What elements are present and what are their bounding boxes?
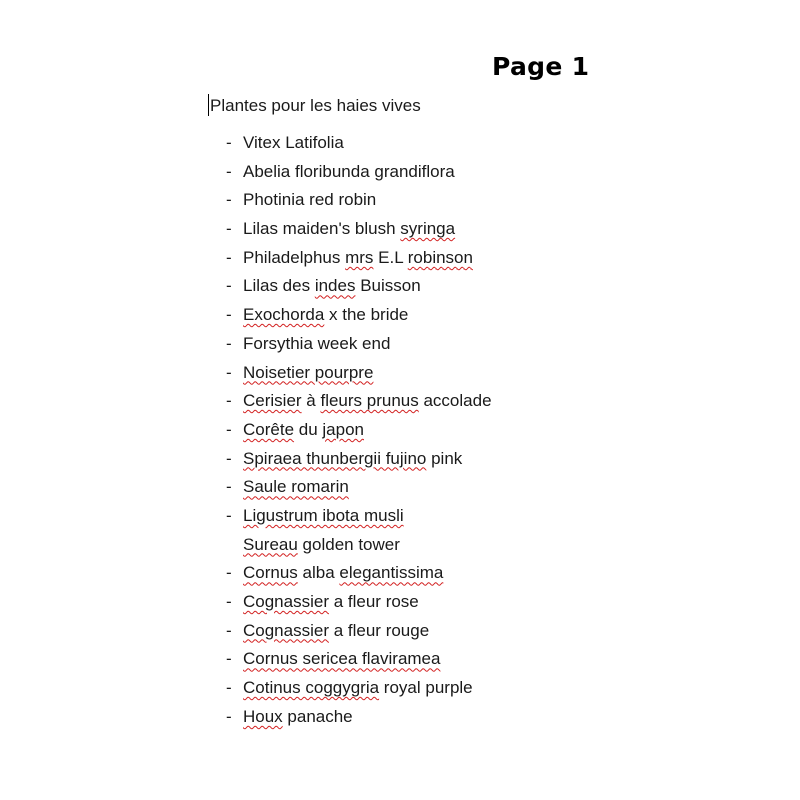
- list-item-text: [243, 705, 353, 734]
- word-run: pink: [426, 448, 463, 468]
- list-item[interactable]: [226, 647, 492, 676]
- misspelled-word: Exochorda: [243, 305, 325, 325]
- list-item-text: [243, 504, 404, 533]
- list-marker: -: [226, 706, 232, 726]
- misspelled-word: Cornus: [243, 563, 298, 583]
- list-marker: -: [226, 592, 232, 611]
- list-item-text: [243, 361, 373, 390]
- word-run: du: [294, 419, 323, 439]
- misspelled-word: Cotinus coggygria: [243, 678, 380, 698]
- misspelled-word: Houx: [243, 706, 283, 726]
- list-marker: -: [226, 391, 232, 411]
- heading-text: Plantes pour les haies vives: [210, 96, 421, 115]
- misspelled-word: Cognassier: [243, 592, 329, 611]
- misspelled-word: Ligustrum ibota musli: [243, 505, 404, 525]
- list-item[interactable]: [226, 418, 492, 447]
- misspelled-word: fleurs prunus: [320, 391, 419, 411]
- list-item[interactable]: [226, 447, 492, 476]
- list-item[interactable]: [226, 188, 492, 217]
- list-item[interactable]: [226, 705, 492, 734]
- list-item[interactable]: [226, 561, 492, 590]
- misspelled-word: Sureau: [243, 534, 298, 554]
- word-run: à: [301, 391, 321, 411]
- list-item[interactable]: [226, 303, 492, 332]
- misspelled-word: Corête: [243, 419, 295, 439]
- misspelled-word: japon: [322, 419, 364, 439]
- word-run: a fleur rose: [329, 592, 419, 611]
- misspelled-word: syringa: [400, 219, 456, 239]
- list-item[interactable]: [226, 504, 492, 533]
- misspelled-word: Cornus sericea flaviramea: [243, 649, 441, 669]
- list-item[interactable]: [226, 676, 492, 705]
- list-item[interactable]: [226, 274, 492, 303]
- list-item[interactable]: [226, 246, 492, 275]
- word-run: Forsythia week end: [243, 333, 391, 353]
- list-item[interactable]: [226, 619, 492, 648]
- misspelled-word: robinson: [407, 247, 473, 267]
- word-run: royal purple: [379, 678, 473, 698]
- list-item-text: [243, 160, 455, 189]
- list-item-text: [243, 647, 440, 676]
- list-item[interactable]: [226, 533, 492, 562]
- list-item-text: [243, 475, 349, 504]
- list-marker: -: [226, 219, 232, 239]
- list-marker: -: [226, 649, 232, 669]
- list-marker: -: [226, 333, 232, 353]
- word-run: Abelia floribunda grandiflora: [243, 161, 455, 181]
- list-item[interactable]: [226, 475, 492, 504]
- list-marker: -: [226, 161, 232, 181]
- list-item-text: [243, 131, 344, 160]
- word-run: x the bride: [324, 305, 409, 325]
- list-item-text: [243, 389, 492, 418]
- list-marker: -: [226, 305, 232, 325]
- list-item-text: [243, 561, 443, 590]
- text-cursor: [208, 94, 209, 116]
- word-run: Vitex Latifolia: [243, 133, 344, 152]
- list-item-text: [243, 418, 364, 447]
- word-run: golden tower: [297, 534, 400, 554]
- list-item-text: [243, 676, 473, 705]
- word-run: Philadelphus: [243, 247, 346, 267]
- list-marker: -: [226, 477, 232, 497]
- list-marker: -: [226, 362, 232, 382]
- page-label: Page 1: [492, 52, 590, 81]
- misspelled-word: Noisetier pourpre: [243, 362, 374, 382]
- list-marker: -: [226, 620, 232, 640]
- list-marker: -: [226, 678, 232, 698]
- word-run: Buisson: [355, 276, 421, 296]
- list-marker: -: [226, 505, 232, 525]
- list-item-text: [243, 447, 462, 476]
- list-item[interactable]: [226, 131, 492, 160]
- list-marker: -: [226, 563, 232, 583]
- list-item-text: [243, 533, 400, 562]
- list-marker: -: [226, 419, 232, 439]
- word-run: a fleur rouge: [329, 620, 430, 640]
- word-run: accolade: [418, 391, 492, 411]
- list-item[interactable]: [226, 389, 492, 418]
- list-marker: -: [226, 276, 232, 296]
- word-run: Lilas maiden's blush: [243, 219, 401, 239]
- list-marker: [226, 533, 243, 562]
- list-marker: -: [226, 448, 232, 468]
- plant-list: [226, 131, 492, 733]
- misspelled-word: elegantissima: [339, 563, 444, 583]
- list-item[interactable]: [226, 160, 492, 189]
- word-run: Photinia red robin: [243, 190, 377, 210]
- misspelled-word: indes: [314, 276, 356, 296]
- list-item-text: [243, 217, 455, 246]
- list-item[interactable]: [226, 332, 492, 361]
- word-run: E.L: [373, 247, 408, 267]
- list-marker: -: [226, 133, 232, 152]
- document-heading[interactable]: [208, 94, 421, 116]
- list-item[interactable]: [226, 361, 492, 390]
- list-item[interactable]: [226, 590, 492, 619]
- word-run: Lilas des: [243, 276, 315, 296]
- list-item-text: [243, 619, 429, 648]
- misspelled-word: mrs: [345, 247, 374, 267]
- list-item[interactable]: [226, 217, 492, 246]
- list-marker: -: [226, 190, 232, 210]
- misspelled-word: Cerisier: [243, 391, 302, 411]
- list-item-text: [243, 590, 419, 619]
- list-marker: -: [226, 247, 232, 267]
- word-run: alba: [297, 563, 340, 583]
- list-item-text: [243, 303, 408, 332]
- list-item-text: [243, 332, 390, 361]
- list-item-text: [243, 274, 421, 303]
- misspelled-word: Saule romarin: [243, 477, 349, 497]
- misspelled-word: Spiraea thunbergii fujino: [243, 448, 427, 468]
- list-item-text: [243, 188, 376, 217]
- misspelled-word: Cognassier: [243, 620, 329, 640]
- word-run: panache: [282, 706, 353, 726]
- list-item-text: [243, 246, 473, 275]
